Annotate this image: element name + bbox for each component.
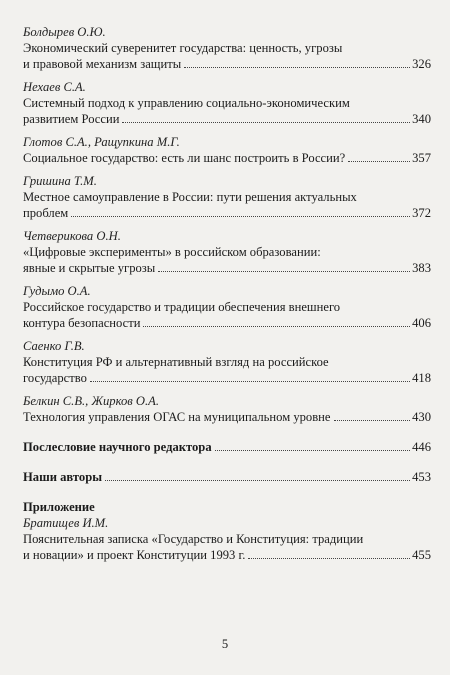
toc-entry-page-number: 430 bbox=[412, 410, 431, 424]
toc-entry-title-last-line bbox=[23, 370, 431, 386]
toc-entry-page-number: 326 bbox=[412, 57, 431, 71]
toc-entry-page-number: 453 bbox=[412, 470, 431, 484]
toc-entry-author: Нехаев С.А. bbox=[23, 80, 86, 94]
toc-appendix-section bbox=[23, 499, 431, 563]
toc-entry-title-line: Пояснительная записка «Государство и Конституция: традиции bbox=[23, 532, 364, 546]
appendix-heading: Приложение bbox=[23, 500, 95, 514]
toc-entry-page-number: 418 bbox=[412, 371, 431, 385]
toc-entry bbox=[23, 393, 431, 425]
toc-entry-title-last-line bbox=[23, 150, 431, 166]
toc-entry-author: Глотов С.А., Ращупкина М.Г. bbox=[23, 135, 180, 149]
toc-entry-author: Болдырев О.Ю. bbox=[23, 25, 106, 39]
afterword-title: Послесловие научного редактора bbox=[23, 440, 212, 454]
toc-entry-title-line: Экономический суверенитет государства: ценность, угрозы bbox=[23, 41, 343, 55]
toc-entry bbox=[23, 24, 431, 72]
toc-entry-title-last-line bbox=[23, 205, 431, 221]
toc-entry-title-text: и правовой механизм защиты bbox=[23, 57, 182, 71]
dot-leader bbox=[184, 67, 410, 68]
page-number: 5 bbox=[221, 637, 229, 651]
toc-entry-title-line: Конституция РФ и альтернативный взгляд на российское bbox=[23, 355, 329, 369]
toc-entry-title-last-line bbox=[23, 260, 431, 276]
toc-entry-page-number: 455 bbox=[412, 548, 431, 562]
toc-entry bbox=[23, 228, 431, 276]
toc-entry-title-line: Системный подход к управлению социально-экономическим bbox=[23, 96, 350, 110]
toc-entry-page-number: 406 bbox=[412, 316, 431, 330]
dot-leader bbox=[122, 122, 410, 123]
table-of-contents bbox=[23, 24, 431, 563]
dot-leader bbox=[158, 271, 410, 272]
toc-entry-title-last-line bbox=[23, 315, 431, 331]
toc-entry-our-authors bbox=[23, 469, 431, 485]
toc-entry-author: Белкин С.В., Жирков О.А. bbox=[23, 394, 160, 408]
dot-leader bbox=[71, 216, 410, 217]
toc-entry-title-last-line bbox=[23, 111, 431, 127]
toc-entry bbox=[23, 338, 431, 386]
toc-entry-author: Саенко Г.В. bbox=[23, 339, 85, 353]
toc-entry-author: Четверикова О.Н. bbox=[23, 229, 121, 243]
toc-entry-title-last-line bbox=[23, 56, 431, 72]
toc-entry-title-last-line bbox=[23, 547, 431, 563]
dot-leader bbox=[348, 161, 410, 162]
toc-entry bbox=[23, 173, 431, 221]
toc-entry-title-text: Технология управления ОГАС на муниципальном уровне bbox=[23, 410, 331, 424]
toc-entry-title-text: Социальное государство: есть ли шанс построить в России? bbox=[23, 151, 346, 165]
toc-entry-page-number: 340 bbox=[412, 112, 431, 126]
toc-entry-afterword bbox=[23, 439, 431, 455]
toc-entry-title-text: проблем bbox=[23, 206, 69, 220]
toc-entry-title-last-line bbox=[23, 439, 431, 455]
toc-entry-title-text: явные и скрытые угрозы bbox=[23, 261, 156, 275]
dot-leader bbox=[248, 558, 410, 559]
toc-entry-title-line: Российское государство и традиции обеспечения внешнего bbox=[23, 300, 341, 314]
toc-entry-title-text: и новации» и проект Конституции 1993 г. bbox=[23, 548, 246, 562]
toc-entry-page-number: 372 bbox=[412, 206, 431, 220]
toc-entry-title-text: развитием России bbox=[23, 112, 120, 126]
toc-entry-title-last-line bbox=[23, 469, 431, 485]
dot-leader bbox=[334, 420, 411, 421]
toc-entry-page-number: 446 bbox=[412, 440, 431, 454]
toc-entry-page-number: 357 bbox=[412, 151, 431, 165]
toc-entry-title-line: Местное самоуправление в России: пути решения актуальных bbox=[23, 190, 357, 204]
toc-entry bbox=[23, 79, 431, 127]
dot-leader bbox=[105, 480, 410, 481]
toc-entry-title-last-line bbox=[23, 409, 431, 425]
toc-entry bbox=[23, 283, 431, 331]
dot-leader bbox=[90, 381, 410, 382]
dot-leader bbox=[143, 326, 410, 327]
toc-entry-title-text: контура безопасности bbox=[23, 316, 141, 330]
our-authors-title: Наши авторы bbox=[23, 470, 103, 484]
toc-entry-author: Гудымо О.А. bbox=[23, 284, 91, 298]
dot-leader bbox=[215, 450, 410, 451]
toc-entry-page-number: 383 bbox=[412, 261, 431, 275]
toc-entry-title-text: государство bbox=[23, 371, 87, 385]
toc-entry bbox=[23, 134, 431, 166]
toc-entry-author: Братищев И.М. bbox=[23, 516, 109, 530]
toc-entry-title-line: «Цифровые эксперименты» в российском образовании: bbox=[23, 245, 321, 259]
toc-entry-author: Гришина Т.М. bbox=[23, 174, 97, 188]
